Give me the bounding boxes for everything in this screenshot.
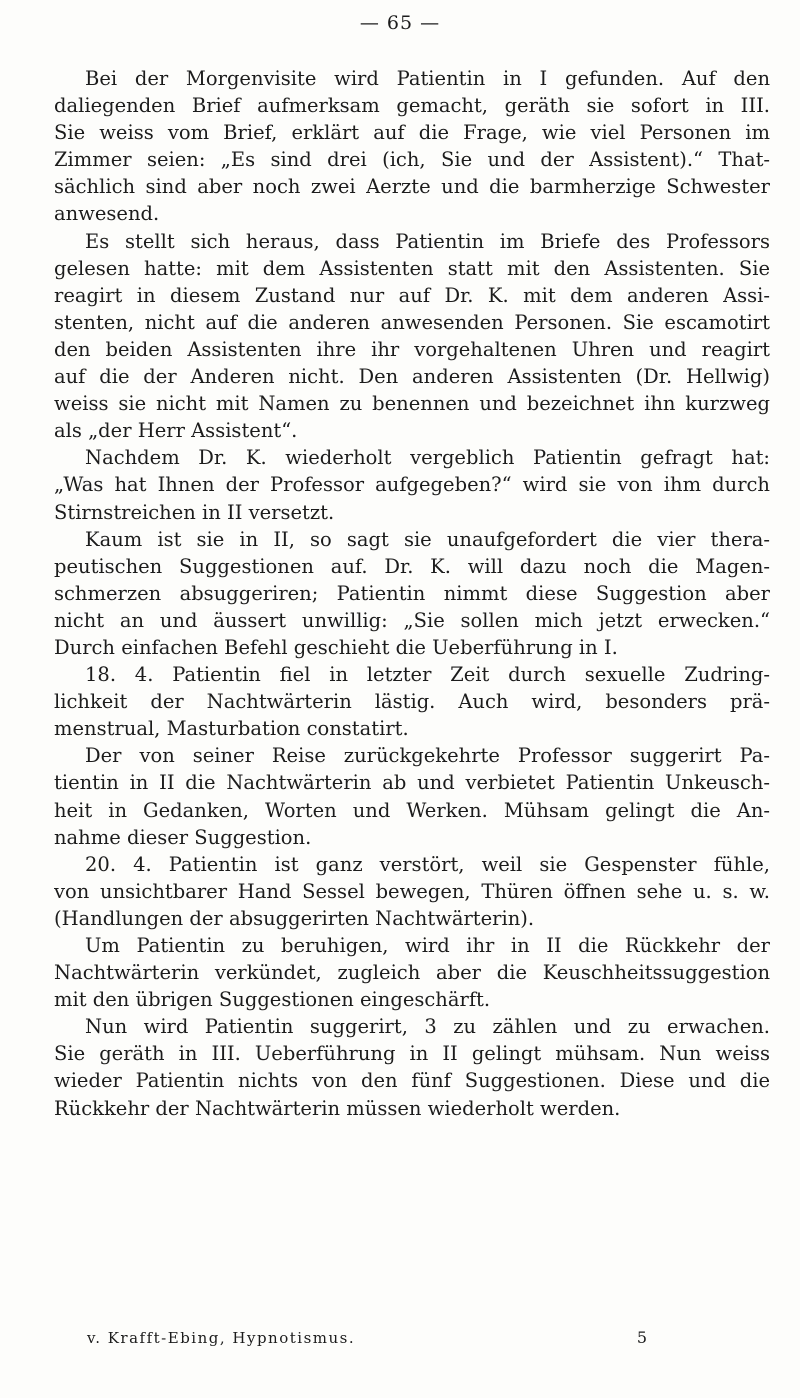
text-line: schmerzen absuggeriren; Patientin nimmt diese Suggestion aber: [54, 581, 770, 605]
text-line: Um Patientin zu beruhigen, wird ihr in II die Rückkehr der: [85, 934, 770, 957]
text-line: Durch einfachen Befehl geschieht die Ueberführung in I.: [54, 635, 618, 659]
text-line: nicht an und äussert unwillig: „Sie sollen mich jetzt erwecken.“: [54, 608, 770, 632]
text-line: reagirt in diesem Zustand nur auf Dr. K. mit dem anderen Assi-: [54, 283, 770, 307]
text-line: peutischen Suggestionen auf. Dr. K. will dazu noch die Magen-: [54, 554, 770, 578]
text-line: von unsichtbarer Hand Sessel bewegen, Thüren öffnen sehe u. s. w.: [54, 879, 770, 903]
text-line: Rückkehr der Nachtwärterin müssen wiederholt werden.: [54, 1096, 621, 1120]
body-text: [54, 65, 770, 1122]
text-line: anwesend.: [54, 202, 160, 226]
text-line: tientin in II die Nachtwärterin ab und verbietet Patientin Unkeusch-: [54, 771, 770, 795]
text-line: nahme dieser Suggestion.: [54, 825, 312, 849]
text-line: stenten, nicht auf die anderen anwesenden Personen. Sie escamotirt: [54, 310, 770, 334]
text-line: den beiden Assistenten ihre ihr vorgehaltenen Uhren und reagirt: [54, 337, 770, 361]
text-line: menstrual, Masturbation constatirt.: [54, 717, 409, 741]
text-line: 20. 4. Patientin ist ganz verstört, weil sie Gespenster fühle,: [85, 852, 770, 876]
footer-author: v. Krafft-Ebing, Hypnotismus.: [87, 1329, 356, 1347]
text-line: Stirnstreichen in II versetzt.: [54, 500, 335, 524]
text-line: wieder Patientin nichts von den fünf Suggestionen. Diese und die: [54, 1069, 770, 1093]
text-line: mit den übrigen Suggestionen eingeschärft.: [54, 988, 491, 1012]
text-line: sächlich sind aber noch zwei Aerzte und die barmherzige Schwester: [54, 175, 770, 199]
text-line: Der von seiner Reise zurückgekehrte Professor suggerirt Pa-: [85, 744, 770, 768]
text-line: Bei der Morgenvisite wird Patientin in I gefunden. Auf den: [85, 67, 770, 90]
text-line: Nachdem Dr. K. wiederholt vergeblich Patientin gefragt hat:: [85, 446, 770, 470]
signature-mark: 5: [636, 1328, 647, 1347]
text-line: Kaum ist sie in II, so sagt sie unaufgefordert die vier thera-: [85, 527, 770, 551]
text-line: 18. 4. Patientin fiel in letzter Zeit durch sexuelle Zudring-: [85, 663, 770, 687]
text-line: (Handlungen der absuggerirten Nachtwärterin).: [54, 906, 535, 930]
text-line: „Was hat Ihnen der Professor aufgegeben?“ wird sie von ihm durch: [54, 473, 770, 497]
text-line: Nun wird Patientin suggerirt, 3 zu zählen und zu erwachen.: [85, 1015, 770, 1039]
text-line: lichkeit der Nachtwärterin lästig. Auch wird, besonders prä-: [54, 690, 770, 714]
text-line: Sie geräth in III. Ueberführung in II gelingt mühsam. Nun weiss: [54, 1042, 770, 1066]
text-line: gelesen hatte: mit dem Assistenten statt mit den Assistenten. Sie: [54, 256, 770, 280]
text-line: auf die der Anderen nicht. Den anderen Assistenten (Dr. Hellwig): [54, 365, 770, 389]
text-line: Nachtwärterin verkündet, zugleich aber die Keuschheitssuggestion: [54, 961, 770, 985]
text-line: als „der Herr Assistent“.: [54, 419, 298, 443]
page-number: — 65 —: [359, 12, 441, 34]
text-line: Es stellt sich heraus, dass Patientin im Briefe des Professors: [85, 229, 770, 253]
text-line: Zimmer seien: „Es sind drei (ich, Sie und der Assistent).“ That-: [54, 148, 770, 172]
text-line: heit in Gedanken, Worten und Werken. Mühsam gelingt die An-: [54, 798, 770, 822]
text-line: weiss sie nicht mit Namen zu benennen und bezeichnet ihn kurzweg: [54, 392, 770, 416]
text-line: Sie weiss vom Brief, erklärt auf die Frage, wie viel Personen im: [54, 121, 770, 145]
text-line: daliegenden Brief aufmerksam gemacht, geräth sie sofort in III.: [54, 94, 770, 118]
page-footer: [87, 1327, 647, 1349]
